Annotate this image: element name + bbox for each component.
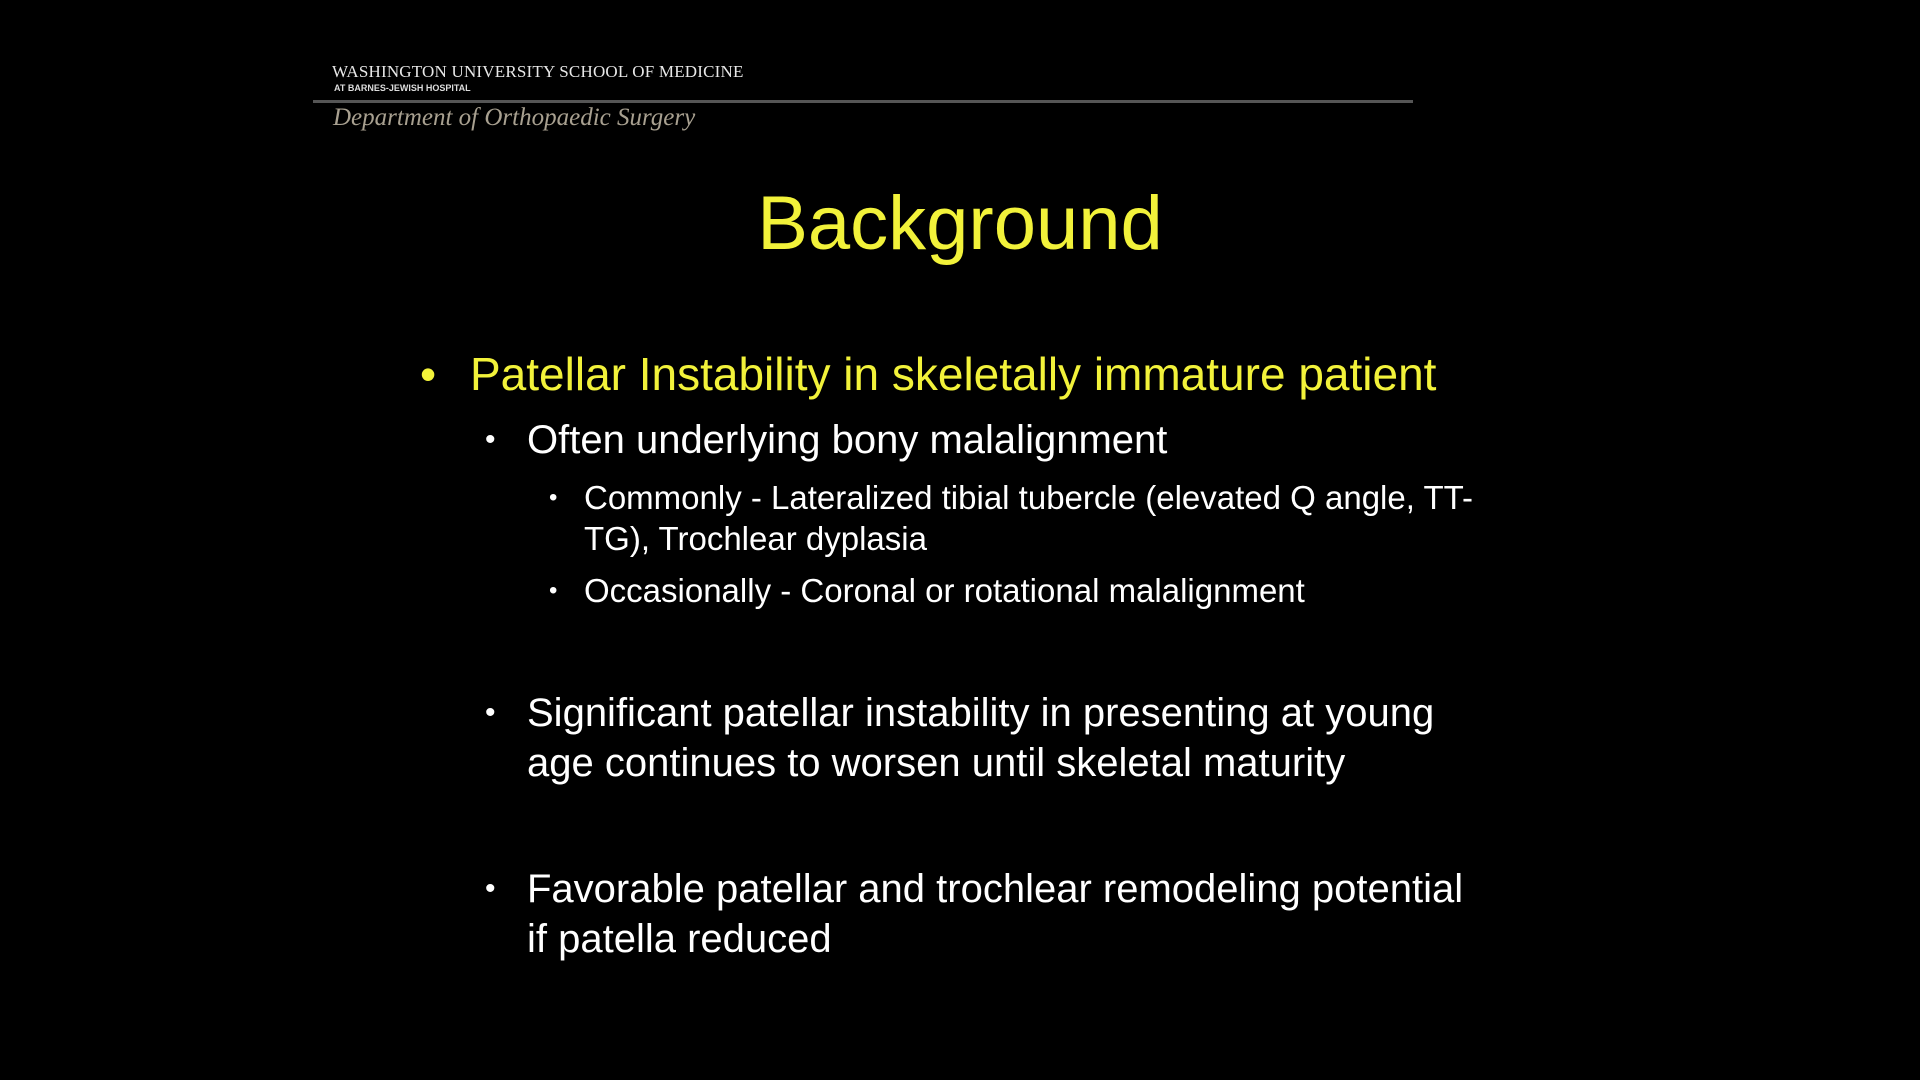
bullet-icon: • [549, 577, 558, 604]
bullet-text-line: if patella reduced [527, 917, 832, 961]
bullet-level3 [549, 570, 1305, 611]
bullet-level2 [485, 688, 1435, 788]
bullet-text: Often underlying bony malalignment [527, 418, 1168, 462]
bullet-level2 [485, 864, 1464, 964]
slide-title: Background [757, 181, 1163, 266]
bullet-icon: • [485, 423, 496, 456]
bullet-level2 [485, 415, 1168, 465]
bullet-level1 [420, 347, 1437, 401]
bullet-icon: • [485, 696, 496, 729]
bullet-text-line: Significant patellar instability in presenting at young [527, 691, 1435, 735]
bullet-icon: • [549, 484, 558, 511]
header-divider [313, 100, 1413, 103]
bullet-text-line: Favorable patellar and trochlear remodeling potential [527, 867, 1464, 911]
institution-logo-text: WASHINGTON UNIVERSITY SCHOOL OF MEDICINE [332, 62, 744, 81]
institution-subtitle: AT BARNES-JEWISH HOSPITAL [334, 83, 471, 93]
bullet-level3 [549, 477, 1473, 559]
bullet-icon: • [485, 872, 496, 905]
bullet-icon: • [420, 348, 437, 400]
bullet-text-line: Commonly - Lateralized tibial tubercle (elevated Q angle, TT- [584, 479, 1473, 516]
bullet-text-line: TG), Trochlear dyplasia [584, 520, 927, 557]
bullet-text: Patellar Instability in skeletally immature patient [470, 348, 1437, 400]
bullet-text: Occasionally - Coronal or rotational malalignment [584, 572, 1305, 609]
bullet-text-line: age continues to worsen until skeletal maturity [527, 741, 1346, 785]
department-name: Department of Orthopaedic Surgery [333, 104, 696, 131]
